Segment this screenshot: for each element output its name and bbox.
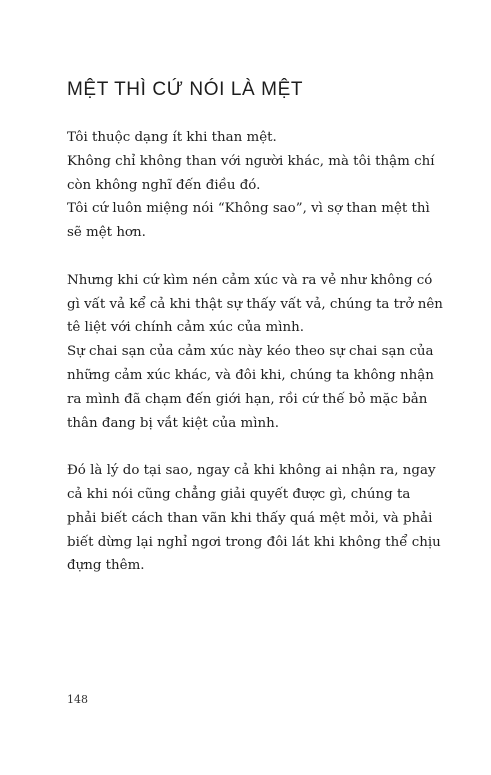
text-line: những cảm xúc khác, và đôi khi, chúng ta không nhận xyxy=(67,367,434,383)
text-line: ra mình đã chạm đến giới hạn, rồi cứ thế bỏ mặc bản xyxy=(67,391,428,407)
page-title: MỆT THÌ CỨ NÓI LÀ MỆT xyxy=(67,79,304,100)
text-line: Sự chai sạn của cảm xúc này kéo theo sự chai sạn của xyxy=(67,344,434,360)
text-line: thân đang bị vắt kiệt của mình. xyxy=(67,415,279,431)
text-line: sẽ mệt hơn. xyxy=(67,225,146,241)
text-line: còn không nghĩ đến điều đó. xyxy=(67,177,261,193)
page-number: 148 xyxy=(67,693,88,706)
text-line: cả khi nói cũng chẳng giải quyết được gì, chúng ta xyxy=(67,486,411,502)
text-line: đựng thêm. xyxy=(67,558,145,574)
text-line: biết dừng lại nghỉ ngơi trong đôi lát khi không thể chịu xyxy=(67,534,441,550)
text-line: Tôi thuộc dạng ít khi than mệt. xyxy=(67,130,277,145)
text-line: Không chỉ không than với người khác, mà tôi thậm chí xyxy=(67,153,435,169)
paragraph-2 xyxy=(67,269,443,436)
paragraph-3 xyxy=(67,459,441,578)
text-line: phải biết cách than vãn khi thấy quá mệt mỏi, và phải xyxy=(67,510,433,526)
text-line: tê liệt với chính cảm xúc của mình. xyxy=(67,320,304,336)
text-line: gì vất vả kể cả khi thật sự thấy vất vả, chúng ta trở nên xyxy=(67,296,443,312)
body-text xyxy=(67,126,443,602)
text-line: Tôi cứ luôn miệng nói “Không sao”, vì sợ than mệt thì xyxy=(67,201,430,217)
text-line: Nhưng khi cứ kìm nén cảm xúc và ra vẻ như không có xyxy=(67,272,433,288)
text-line: Đó là lý do tại sao, ngay cả khi không ai nhận ra, ngay xyxy=(67,463,436,479)
paragraph-1 xyxy=(67,126,435,245)
